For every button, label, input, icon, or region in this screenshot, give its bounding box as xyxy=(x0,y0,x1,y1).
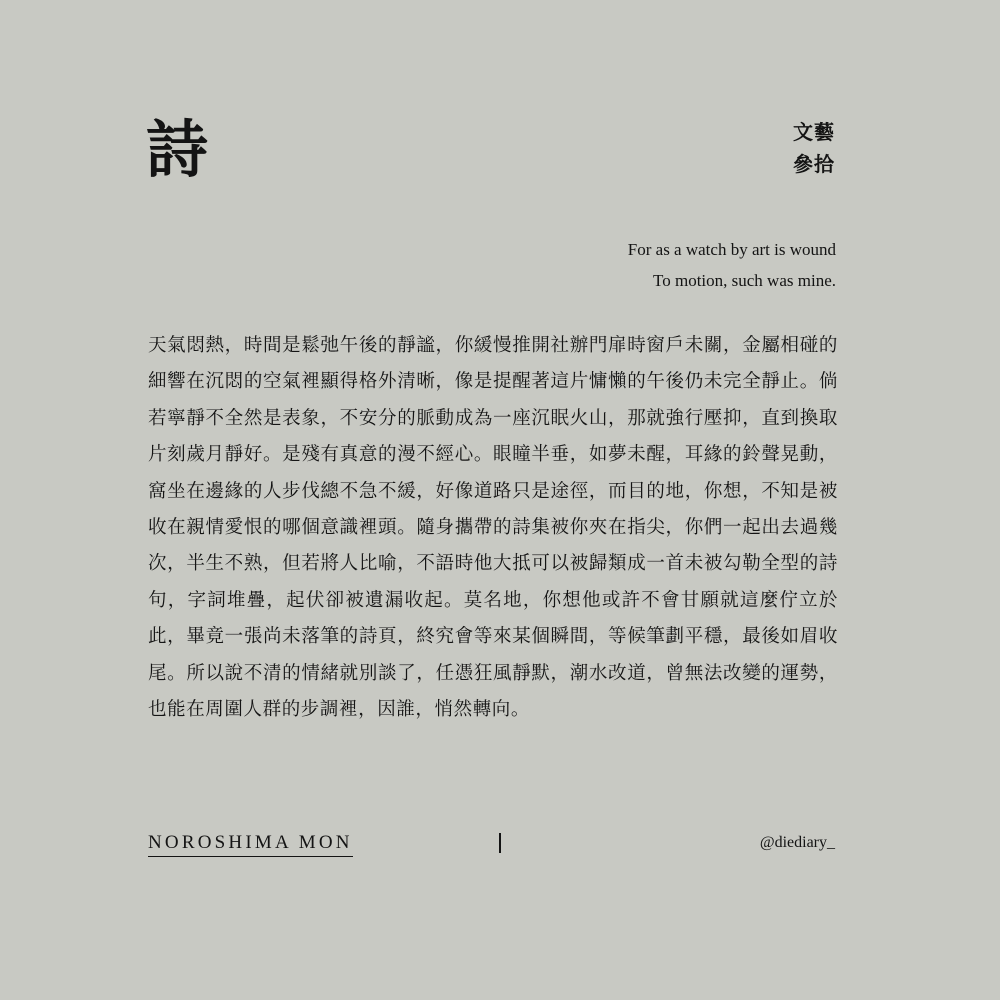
epigraph-line: For as a watch by art is wound xyxy=(627,240,836,259)
tag-number: 參拾 xyxy=(793,152,835,176)
author-name: NOROSHIMA MON xyxy=(148,830,353,857)
body-paragraph: 天氣悶熱，時間是鬆弛午後的靜謐，你緩慢推開社辦門扉時窗戶未關，金屬相碰的細響在沉悶的空氣裡顯得格外清晰，像是提醒著這片慵懶的午後仍未完全靜止。倘若寧靜不全然是表象，不安分的脈動成為一座沉眠火山，那就強行壓抑，直到換取片刻歲月靜好。是殘有真意的漫不經心。眼瞳半垂，如夢未醒，耳緣的鈴聲晃動，窩坐在邊緣的人步伐總不急不緩，好像道路只是途徑，而目的地，你想，不知是被收在親情愛恨的哪個意識裡頭。隨身攜帶的詩集被你夾在指尖，你們一起出去過幾次，半生不熟，但若將人比喻，不語時他大抵可以被歸類成一首未被勾勒全型的詩句，字詞堆疊，起伏卻被遺漏收起。莫名地，你想他或許不會甘願就這麼佇立於此，畢竟一張尚未落筆的詩頁，終究會等來某個瞬間，等候筆劃平穩，最後如眉收尾。所以說不清的情緒就別談了，任憑狂風靜默，潮水改道，曾無法改變的運勢，也能在周圍人群的步調裡，因誰，悄然轉向。 xyxy=(148,335,838,721)
footer-divider xyxy=(499,833,501,853)
category-tags xyxy=(793,116,835,180)
tag-category: 文藝 xyxy=(793,120,835,144)
social-handle: @diediary_ xyxy=(759,834,835,851)
epigraph xyxy=(628,234,836,296)
page-title: 詩 xyxy=(146,113,209,186)
epigraph-line: To motion, such was mine. xyxy=(653,271,836,290)
